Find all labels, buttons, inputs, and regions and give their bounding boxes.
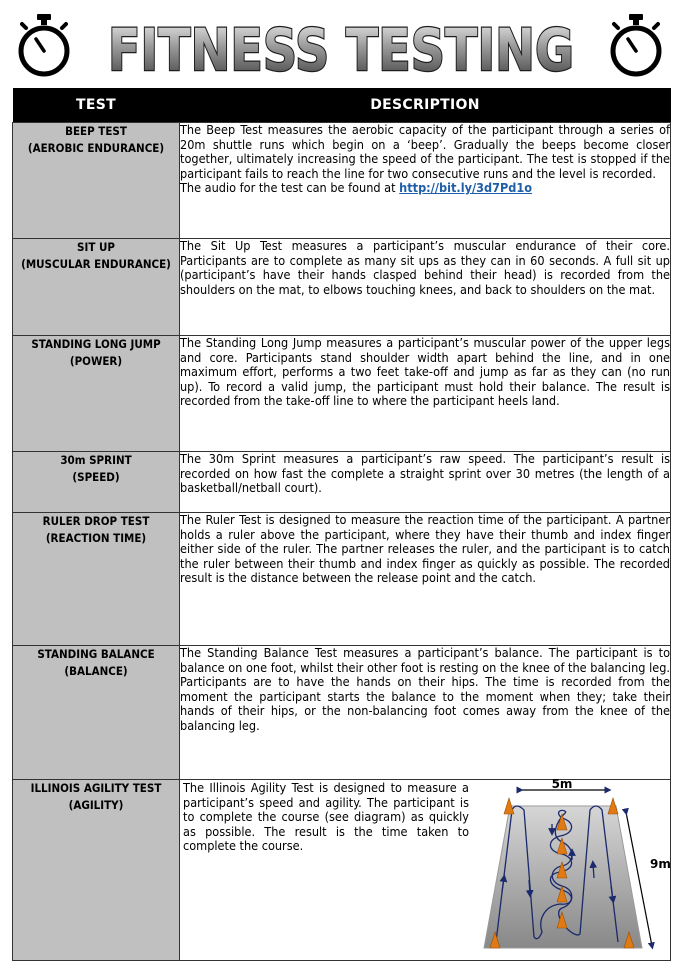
test-description-cell (180, 513, 671, 646)
test-description-cell (180, 452, 671, 513)
test-name-cell (13, 646, 180, 780)
test-name: RULER DROP TEST (42, 514, 150, 528)
test-name-cell (13, 780, 180, 961)
test-component: (SPEED) (72, 470, 120, 484)
test-name-cell (13, 336, 180, 452)
column-header-test: TEST (13, 88, 180, 123)
table-row (13, 239, 671, 336)
test-name-cell (13, 239, 180, 336)
illinois-agility-diagram (476, 777, 671, 958)
test-name: BEEP TEST (65, 124, 127, 138)
test-name: SIT UP (77, 240, 115, 254)
test-component: (POWER) (69, 354, 123, 368)
test-component: (AEROBIC ENDURANCE) (27, 141, 165, 155)
page-title (100, 8, 582, 82)
test-component: (AGILITY) (68, 798, 124, 812)
table-row (13, 123, 671, 239)
test-description-cell (180, 646, 671, 780)
table-header-row (13, 88, 671, 123)
test-name-cell (13, 123, 180, 239)
test-description: The Standing Long Jump measures a participant’s muscular power of the upper legs and core. Participants stand shoulder width apart behind the line, and in one maximum effort, performs a two feet take-off and jump as far as they can (no run up). To record a valid jump, the participant must hold their balance. The result is recorded from the take-off line to where the participant heels land. (180, 335, 670, 409)
audio-link[interactable]: http://bit.ly/3d7Pd1o (399, 180, 533, 196)
table-row (13, 513, 671, 646)
test-description: The Ruler Test is designed to measure the reaction time of the participant. A partner holds a ruler above the participant, where they have their thumb and index finger either side of the ruler. The partner releases the ruler, and the participant is to catch the ruler between their thumb and index finger as quickly as possible. The recorded result is the distance between the release point and the catch. (180, 512, 670, 586)
audio-text: The audio for the test can be found at (180, 180, 396, 196)
test-description: The 30m Sprint measures a participant’s raw speed. The participant’s result is recorded on how fast the complete a straight sprint over 30 metres (the length of a basketball/netball court). (180, 451, 670, 496)
test-name-cell (13, 452, 180, 513)
test-description: The Standing Balance Test measures a participant’s balance. The participant is to balance on one foot, whilst their other foot is resting on the knee of the balancing leg. Participants are to have the hands on their hips. The time is recorded from the moment the participant starts the balance to the moment when they; take their hands of their hips, or the non-balancing foot comes away from the knee of the balancing leg. (180, 645, 670, 733)
test-description: The Sit Up Test measures a participant’s muscular endurance of their core. Participants are to complete as many sit ups as they can in 60 seconds. A full sit up (participant’s have their hands clasped behind their head) is recorded from the shoulders on the mat, to elbows touching knees, and back to shoulders on the mat. (180, 238, 670, 297)
test-description-cell (180, 239, 671, 336)
test-component: (MUSCULAR ENDURANCE) (21, 257, 171, 271)
agility-content (180, 777, 671, 960)
test-name: ILLINOIS AGILITY TEST (30, 781, 162, 795)
test-name-cell (13, 513, 180, 646)
stopwatch-icon (16, 12, 72, 78)
audio-line (180, 181, 670, 196)
table-row (13, 646, 671, 780)
table-row (13, 452, 671, 513)
test-description-cell (180, 336, 671, 452)
test-component: (BALANCE) (64, 664, 128, 678)
test-description: The Beep Test measures the aerobic capacity of the participant through a series of 20m shuttle runs which begin on a ‘beep’. Gradually the beeps become closer together, ultimately increasing the speed of the participant. The test is stopped if the participant fails to reach the line for two consecutive runs and the level is recorded. (180, 122, 670, 181)
table-row (13, 780, 671, 961)
fitness-testing-table (12, 88, 671, 961)
diagram-width-label: 5m (551, 777, 573, 791)
diagram-length-label: 9m (650, 857, 671, 871)
test-name: STANDING LONG JUMP (31, 337, 161, 351)
stopwatch-icon (608, 12, 664, 78)
test-name: STANDING BALANCE (37, 647, 155, 661)
test-name: 30m SPRINT (60, 453, 132, 467)
page-header (0, 0, 682, 88)
page-title-text: FITNESS TESTING (108, 16, 574, 84)
table-row (13, 336, 671, 452)
test-component: (REACTION TIME) (45, 531, 147, 545)
test-description-cell (180, 123, 671, 239)
test-description: The Illinois Agility Test is designed to measure a participant’s speed and agility. The participant is to complete the course (see diagram) as quickly as possible. The result is the time taken to complete the course. (183, 780, 469, 854)
column-header-description: DESCRIPTION (180, 88, 671, 123)
test-description-cell (180, 777, 671, 961)
